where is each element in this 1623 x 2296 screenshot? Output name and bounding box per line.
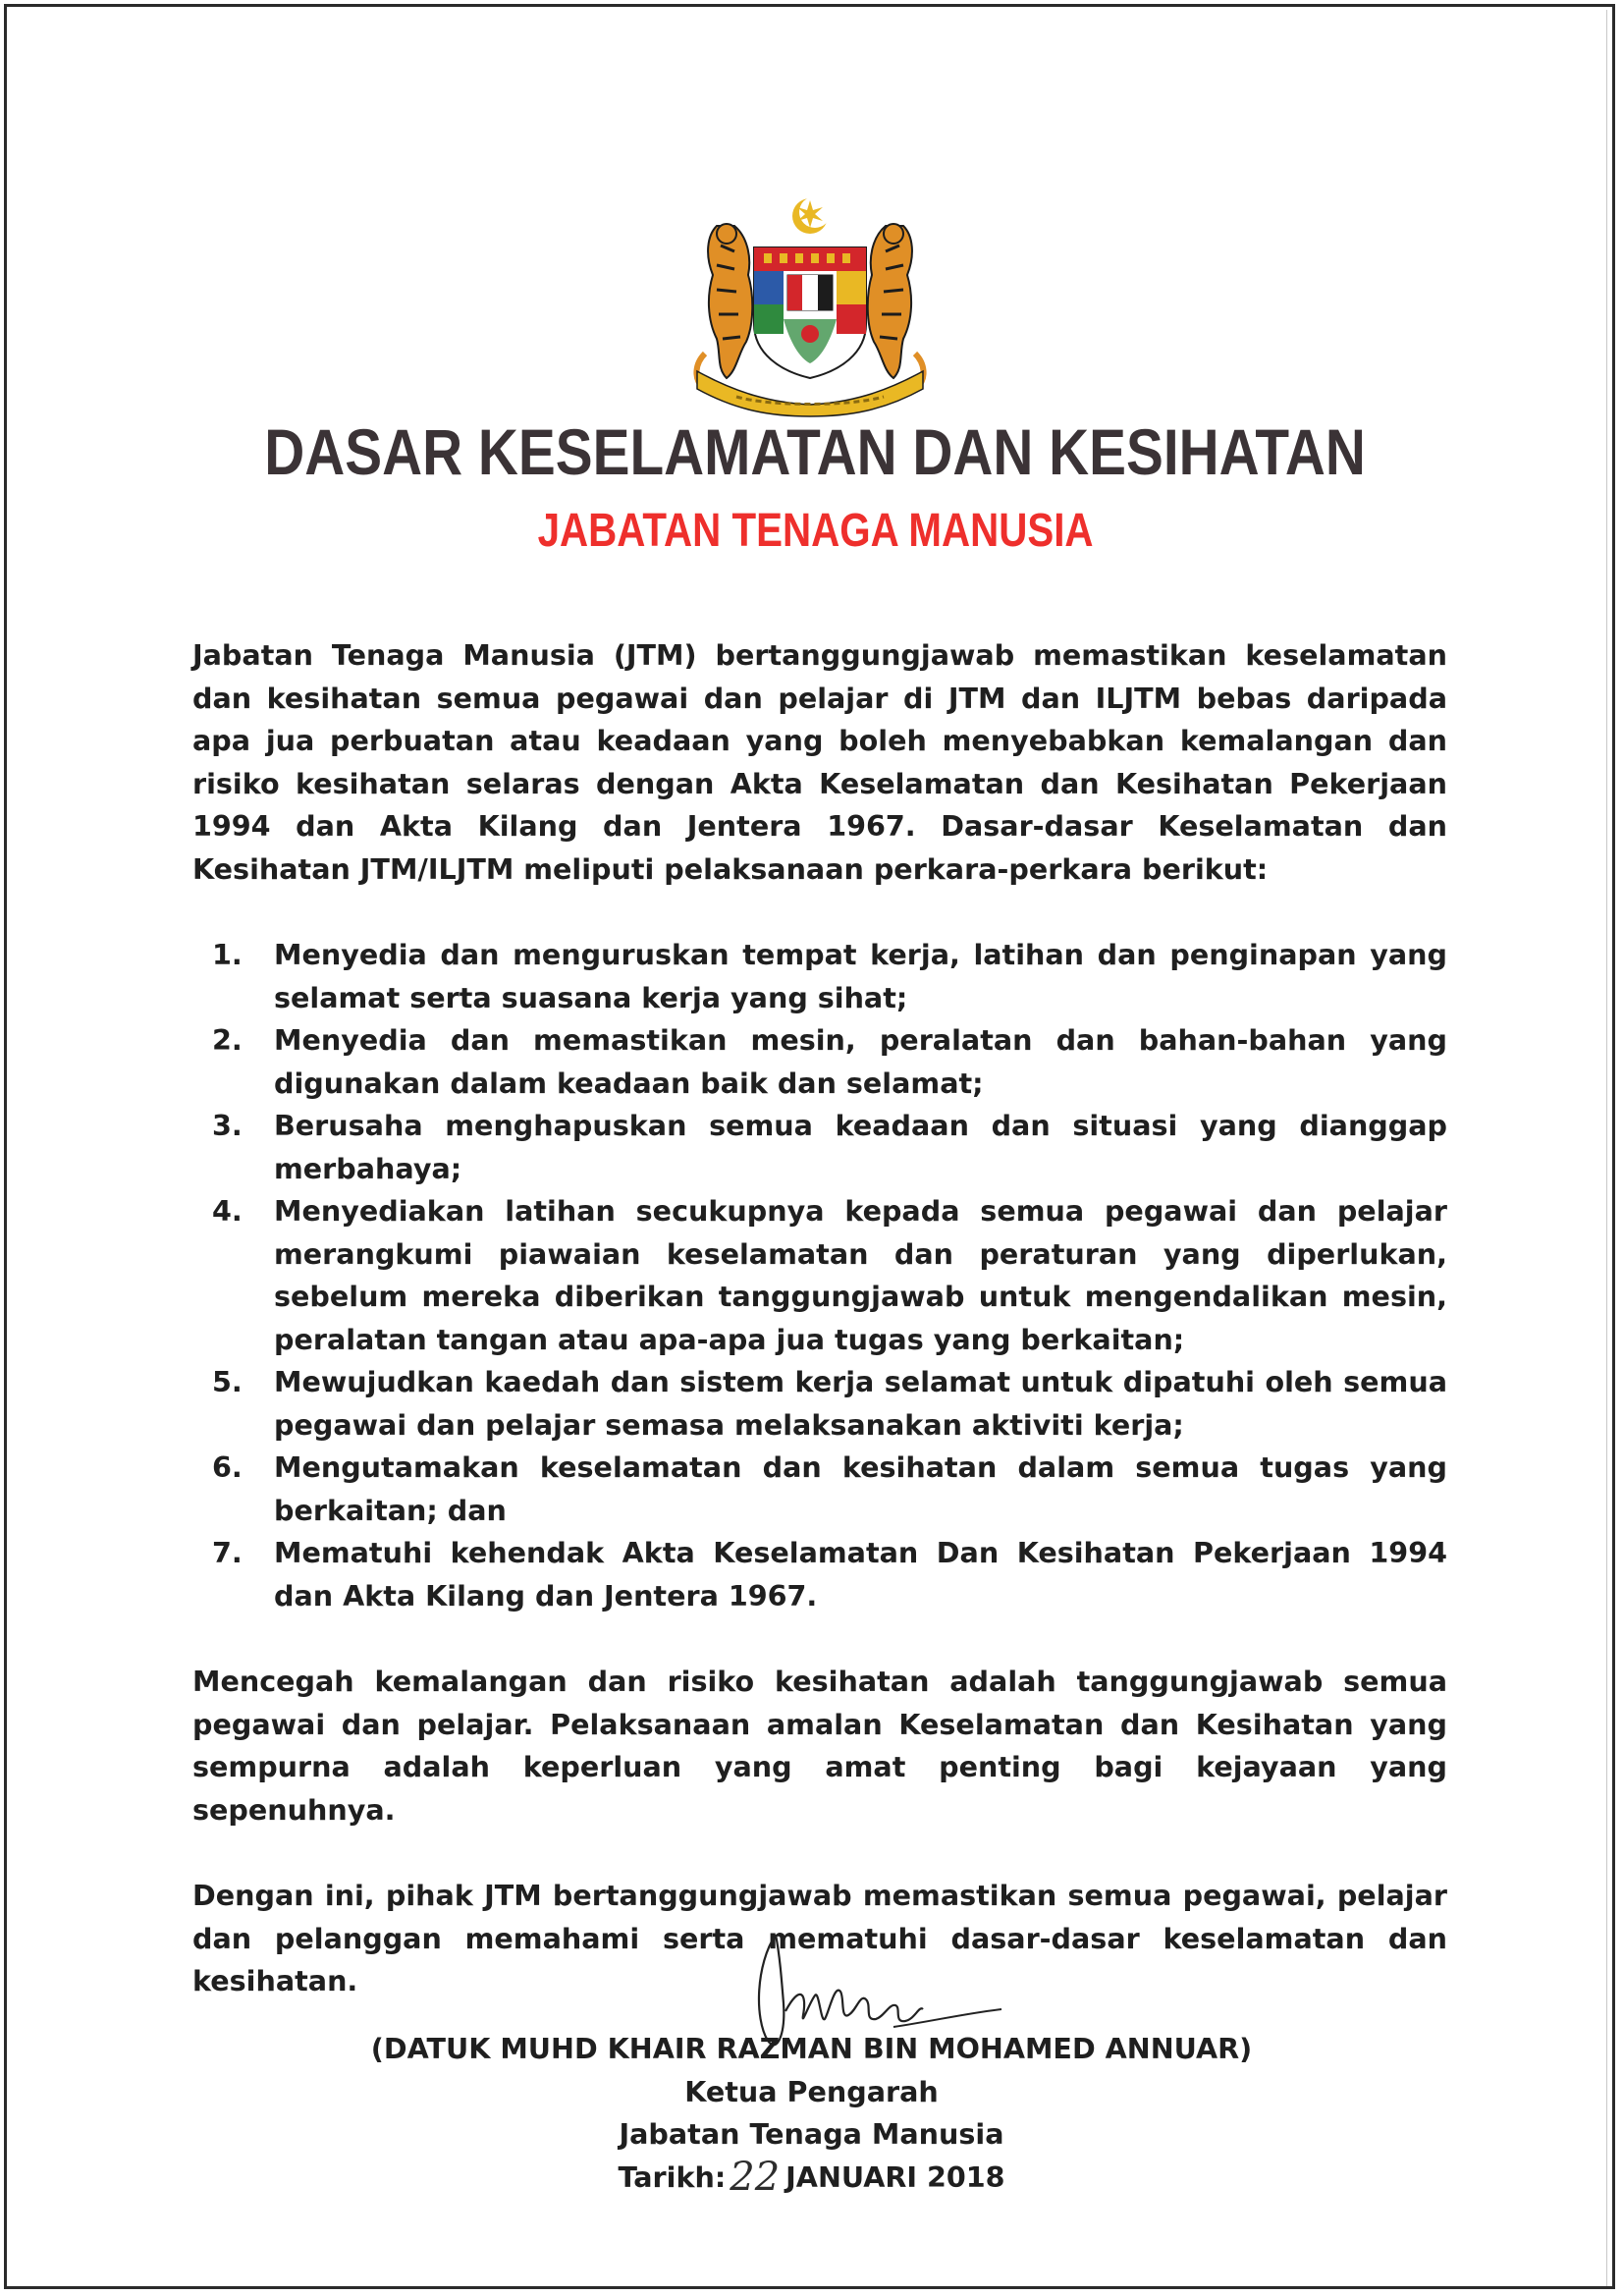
intro-paragraph: Jabatan Tenaga Manusia (JTM) bertanggungjawab memastikan keselamatan dan kesihatan semua pegawai dan pelajar di JTM dan ILJTM bebas daripada apa jua perbuatan atau keadaan yang boleh menyebabkan kemalangan dan risiko kesihatan selaras dengan Akta Keselamatan dan Kesihatan Pekerjaan 1994 dan Akta Kilang dan Jentera 1967. Dasar-dasar Keselamatan dan Kesihatan JTM/ILJTM meliputi pelaksanaan perkara-perkara berikut: — [192, 638, 1447, 886]
item-text: Mewujudkan kaedah dan sistem kerja selamat untuk dipatuhi oleh semua pegawai dan pelajar semasa melaksanakan aktiviti kerja; — [274, 1365, 1447, 1442]
date-month-year: JANUARI 2018 — [785, 2159, 1005, 2194]
signature-date-line — [0, 2154, 1623, 2200]
item-number: 3. — [212, 1109, 243, 1142]
signatory-position: Ketua Pengarah — [684, 2074, 939, 2108]
policy-item-4 — [192, 1190, 1447, 1361]
item-number: 2. — [212, 1023, 243, 1057]
signatory-block — [0, 2028, 1623, 2199]
item-number: 4. — [212, 1194, 243, 1228]
left-tiger-icon — [696, 224, 752, 388]
item-number: 5. — [212, 1365, 243, 1398]
item-number: 1. — [212, 938, 243, 971]
right-tiger-icon — [868, 224, 924, 388]
policy-item-7 — [192, 1532, 1447, 1617]
policy-item-1 — [192, 934, 1447, 1019]
policy-item-6 — [192, 1447, 1447, 1532]
document-title: DASAR KESELAMATAN DAN KESIHATAN — [264, 415, 1366, 488]
item-text: Mengutamakan keselamatan dan kesihatan dalam semua tugas yang berkaitan; dan — [274, 1450, 1447, 1527]
item-number: 7. — [212, 1536, 243, 1569]
signatory-department: Jabatan Tenaga Manusia — [619, 2117, 1004, 2151]
item-text: Mematuhi kehendak Akta Keselamatan Dan Kesihatan Pekerjaan 1994 dan Akta Kilang dan Jentera 1967. — [274, 1536, 1447, 1613]
item-text: Menyedia dan menguruskan tempat kerja, latihan dan penginapan yang selamat serta suasana kerja yang sihat; — [274, 938, 1447, 1014]
date-label: Tarikh: — [618, 2159, 727, 2194]
crescent-star-icon — [792, 196, 831, 234]
closing-paragraph-1: Mencegah kemalangan dan risiko kesihatan adalah tanggungjawab semua pegawai dan pelajar. Pelaksanaan amalan Keselamatan dan Kesihatan yang sempurna adalah keperluan yang amat penting bagi kejayaan yang sepenuhnya. — [192, 1665, 1447, 1827]
policy-item-5 — [192, 1361, 1447, 1447]
malaysia-coat-of-arms-icon — [677, 196, 943, 417]
document-subtitle: JABATAN TENAGA MANUSIA — [537, 505, 1094, 557]
closing-paragraph-2: Dengan ini, pihak JTM bertanggungjawab memastikan semua pegawai, pelajar dan pelanggan memahami serta mematuhi dasar-dasar keselamatan dan kesihatan. — [192, 1879, 1447, 1997]
signatory-name: (DATUK MUHD KHAIR RAZMAN BIN MOHAMED ANNUAR) — [370, 2032, 1253, 2065]
date-day: 22 — [730, 2154, 781, 2200]
item-text: Menyedia dan memastikan mesin, peralatan dan bahan-bahan yang digunakan dalam keadaan baik dan selamat; — [274, 1023, 1447, 1100]
item-text: Berusaha menghapuskan semua keadaan dan situasi yang dianggap merbahaya; — [274, 1109, 1447, 1185]
item-text: Menyediakan latihan secukupnya kepada semua pegawai dan pelajar merangkumi piawaian keselamatan dan peraturan yang diperlukan, sebelum mereka diberikan tanggungjawab untuk mengendalikan mesin, peralatan tangan atau apa-apa jua tugas yang berkaitan; — [274, 1194, 1447, 1356]
shield-icon — [754, 247, 866, 378]
policy-body — [192, 634, 1447, 2003]
scan-edge-line — [1606, 10, 1607, 2286]
policy-item-2 — [192, 1019, 1447, 1105]
policy-list — [192, 934, 1447, 1617]
policy-item-3 — [192, 1105, 1447, 1190]
item-number: 6. — [212, 1450, 243, 1484]
